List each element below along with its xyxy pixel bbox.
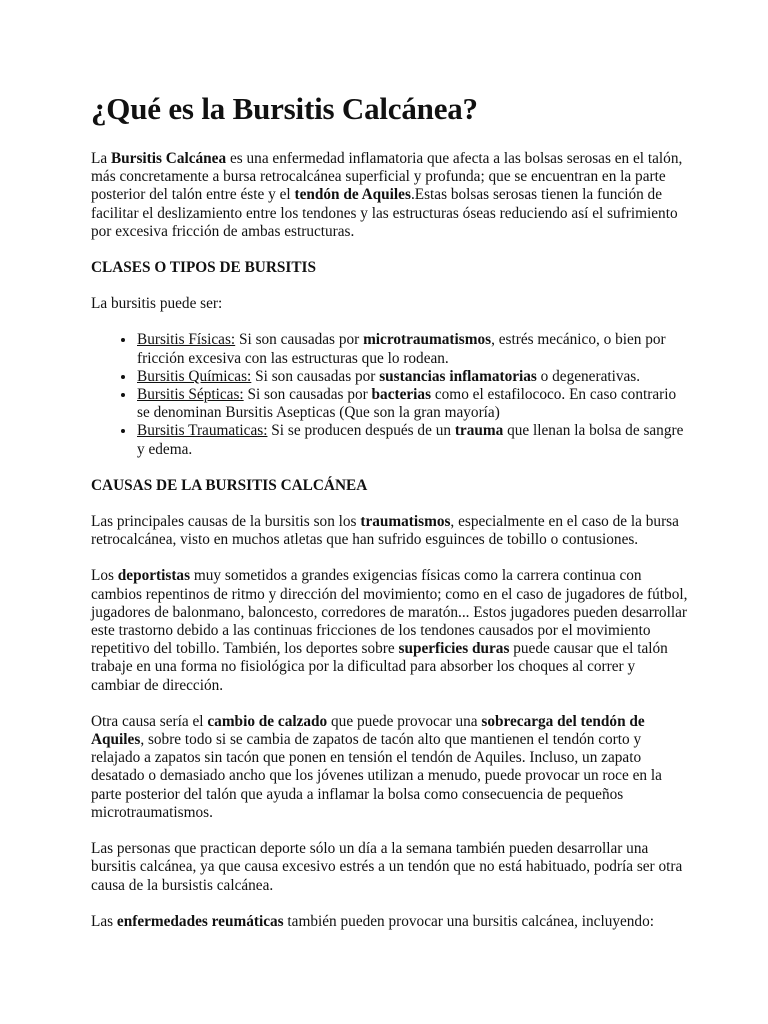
text-span: muy sometidos a grandes exigencias físicas como la carrera continua con cambios repentinos de ritmo y dirección del movimiento; como en el caso de jugadores de fútbol, jugadores de balonmano, baloncesto, corredores de maratón... Estos jugadores pueden desarrollar este trastorno debido a las continuas fricciones de los tendones causados por el movimiento repetitivo del tobillo. También, los deportes sobre bbox=[91, 567, 688, 658]
text-span: como el estafilococo. En caso contrario se denominan Bursitis Asepticas (Que son la gran mayoría) bbox=[137, 386, 677, 422]
text-span: .Estas bolsas serosas tienen la función de facilitar el deslizamiento entre los tendones y las estructuras óseas reduciendo así el sufrimiento por excesiva fricción de ambas estructuras. bbox=[91, 186, 678, 240]
bold-term: cambio de calzado bbox=[207, 712, 328, 730]
list-item bbox=[136, 422, 688, 458]
bold-term: trauma bbox=[454, 422, 504, 440]
causes-paragraph-1 bbox=[91, 513, 688, 549]
bold-term: sobrecarga del tendón de Aquiles bbox=[91, 712, 645, 749]
text-span: o degenerativas. bbox=[536, 367, 641, 385]
text-span: , especialmente en el caso de la bursa retrocalcánea, visto en muchos atletas que han sufrido esguinces de tobillo o contusiones. bbox=[91, 513, 679, 549]
bold-term: Bursitis Calcánea bbox=[110, 150, 227, 167]
list-item bbox=[136, 386, 688, 422]
text-span: La bbox=[91, 150, 111, 167]
text-span: que llenan la bolsa de sangre y edema. bbox=[137, 422, 684, 458]
text-span: Si son causadas por bbox=[251, 367, 380, 385]
text-span: Si se producen después de un bbox=[267, 422, 455, 440]
bold-term: bacterias bbox=[371, 386, 432, 404]
bold-term: deportistas bbox=[117, 567, 191, 585]
bold-term: traumatismos bbox=[360, 513, 451, 531]
list-item-label: Bursitis Químicas: bbox=[137, 367, 252, 385]
list-item bbox=[136, 368, 688, 386]
text-span: Las bbox=[91, 912, 117, 930]
bold-term: sustancias inflamatorias bbox=[379, 367, 537, 385]
bold-term: microtraumatismos bbox=[363, 331, 492, 349]
bold-term: superficies duras bbox=[398, 640, 510, 658]
text-span: , estrés mecánico, o bien por fricción excesiva con las estructuras que lo rodean. bbox=[137, 331, 666, 367]
causes-paragraph-4: Las personas que practican deporte sólo un día a la semana también pueden desarrollar una bursitis calcánea, ya que causa excesivo estrés a un tendón que no está habituado, podría ser otra causa de la bursistis calcánea. bbox=[91, 840, 683, 894]
causes-paragraph-3 bbox=[91, 713, 688, 822]
text-span: que puede provocar una bbox=[327, 712, 482, 730]
causes-paragraph-2 bbox=[91, 567, 688, 694]
text-span: puede causar que el talón trabaje en una forma no fisiológica por la dificultad para absorber los choques al correr y cambiar de dirección. bbox=[91, 640, 668, 694]
bold-term: tendón de Aquiles bbox=[294, 186, 411, 204]
page-title: ¿Qué es la Bursitis Calcánea? bbox=[91, 91, 478, 126]
bursitis-types-list bbox=[91, 331, 688, 458]
text-span: Otra causa sería el bbox=[91, 712, 208, 730]
text-span: , sobre todo si se cambia de zapatos de tacón alto que mantienen el tendón corto y relajado a zapatos sin tacón que ponen en tensión el tendón de Aquiles. Incluso, un zapato desatado o demasiado ancho que los jóvenes utilizan a menudo, puede provocar un roce en la parte posterior del talón que ayuda a inflamar la bolsa como consecuencia de pequeños microtraumatismos. bbox=[91, 731, 662, 821]
list-item bbox=[136, 331, 688, 367]
section-heading-causes: CAUSAS DE LA BURSITIS CALCÁNEA bbox=[91, 476, 368, 494]
causes-paragraph-5 bbox=[91, 913, 688, 931]
bold-term: enfermedades reumáticas bbox=[116, 912, 284, 930]
text-span: también pueden provocar una bursitis calcánea, incluyendo: bbox=[283, 912, 654, 930]
list-item-label: Bursitis Sépticas: bbox=[137, 386, 244, 404]
intro-paragraph bbox=[91, 150, 688, 241]
text-span: Si son causadas por bbox=[243, 386, 372, 404]
text-span: es una enfermedad inflamatoria que afecta a las bolsas serosas en el talón, más concretamente a bursa retrocalcánea superficial y profunda; que se encuentran en la parte posterior del talón entre éste y el bbox=[91, 150, 683, 204]
text-span: Las principales causas de la bursitis son los bbox=[91, 513, 361, 531]
types-lead-paragraph: La bursitis puede ser: bbox=[91, 295, 223, 313]
text-span: Los bbox=[91, 567, 118, 585]
text-span: Si son causadas por bbox=[235, 331, 364, 349]
list-item-label: Bursitis Traumaticas: bbox=[137, 422, 268, 440]
section-heading-types: CLASES O TIPOS DE BURSITIS bbox=[91, 259, 317, 277]
list-item-label: Bursitis Físicas: bbox=[137, 331, 236, 349]
